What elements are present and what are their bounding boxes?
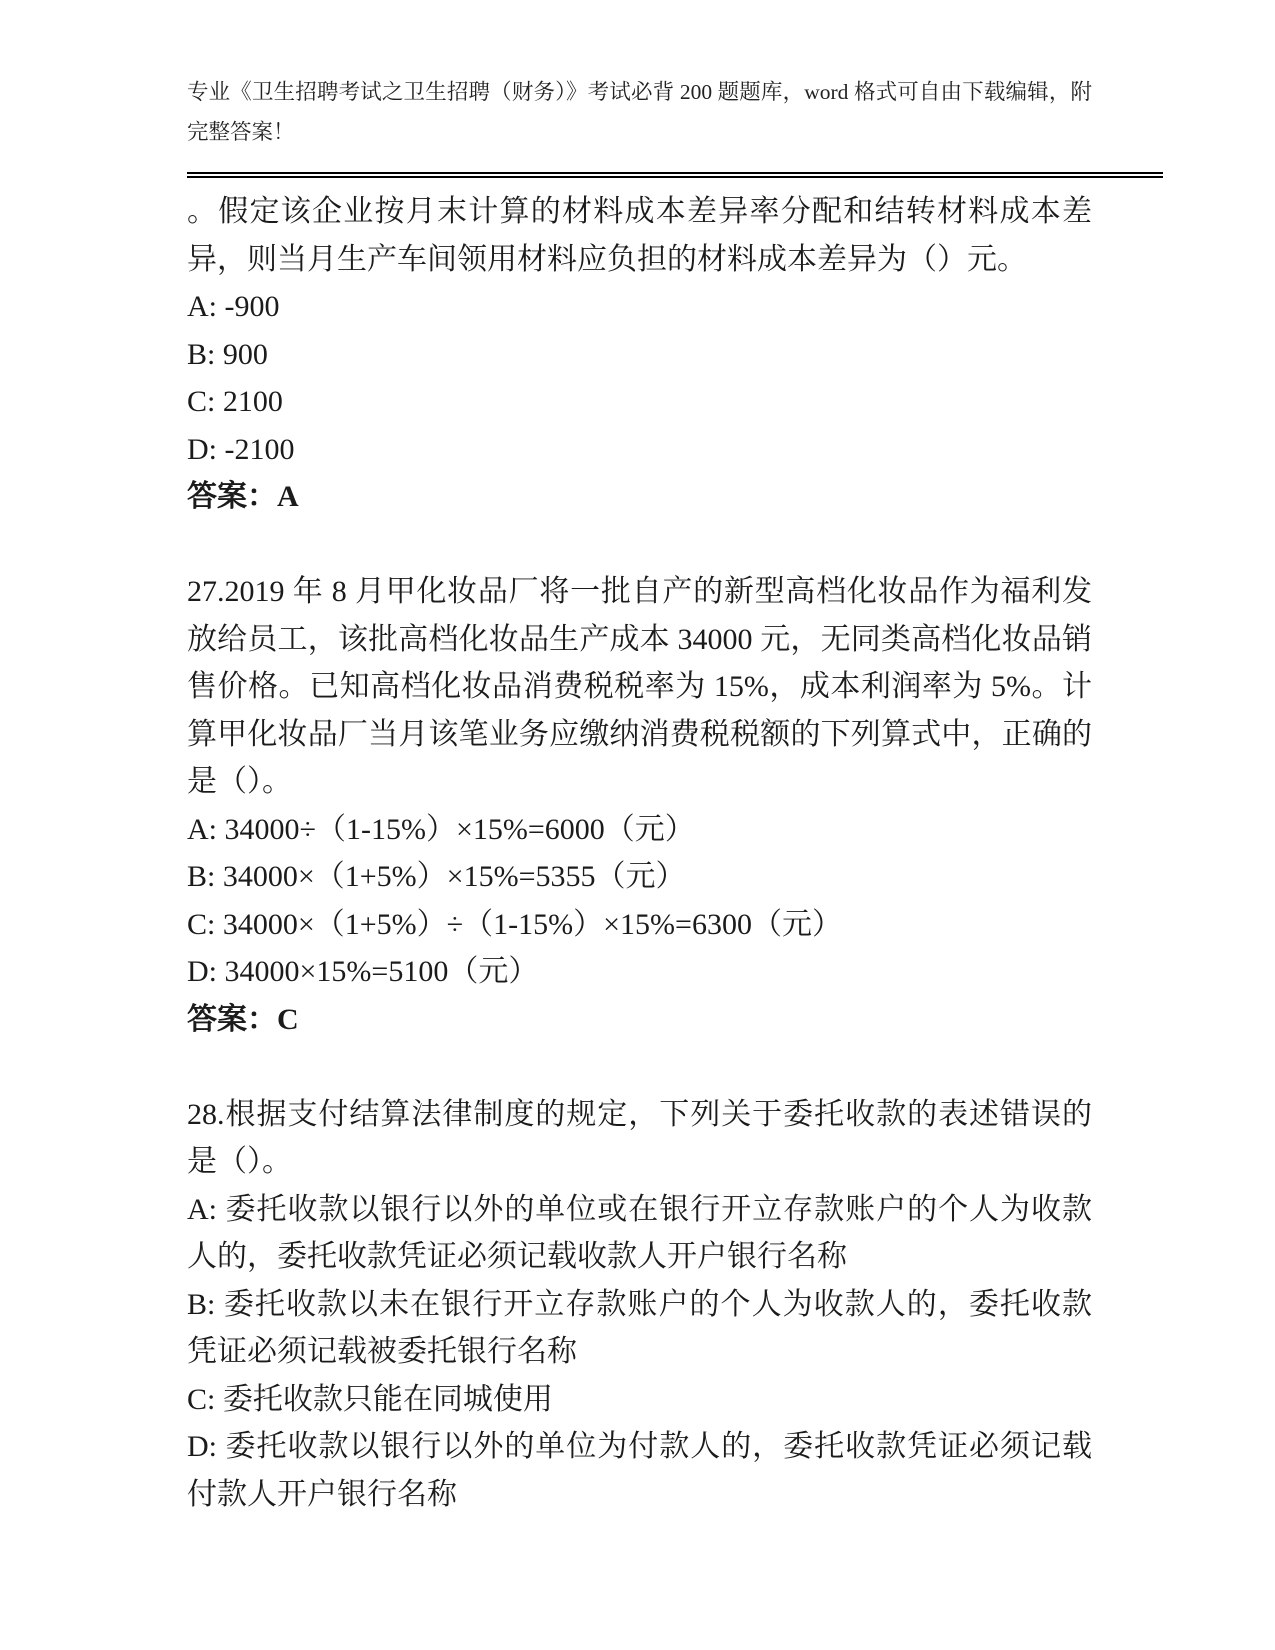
option-b: B: 900: [187, 337, 268, 371]
question-stem: 27.2019 年 8 月甲化妆品厂将一批自产的新型高档化妆品作为福利发放给员工，该批高档化妆品生产成本 34000 元，无同类高档化妆品销售价格。已知高档化妆品消费税税率为 15%，成本利润率为 5%。计算甲化妆品厂当月该笔业务应缴纳消费税税额的下列算式中，正确的是（）。: [187, 575, 1092, 798]
question-block-27: [187, 568, 1092, 1043]
question-block-28: [187, 1091, 1092, 1519]
option-b: B: 34000×（1+5%）×15%=5355（元）: [187, 860, 686, 893]
option-d: D: 34000×15%=5100（元）: [187, 955, 539, 988]
option-d: D: 委托收款以银行以外的单位为付款人的，委托收款凭证必须记载付款人开户银行名称: [187, 1430, 1092, 1511]
header-title: 专业《卫生招聘考试之卫生招聘（财务）》考试必背 200 题题库，word 格式可自由下载编辑，附完整答案！: [187, 80, 1092, 144]
answer-line: 答案：A: [187, 480, 299, 513]
option-a: A: 34000÷（1-15%）×15%=6000（元）: [187, 812, 695, 846]
option-b: B: 委托收款以未在银行开立存款账户的个人为收款人的，委托收款凭证必须记载被委托银行名称: [187, 1287, 1092, 1368]
option-d: D: -2100: [187, 432, 295, 466]
question-stem: 28.根据支付结算法律制度的规定，下列关于委托收款的表述错误的是（）。: [187, 1097, 1092, 1178]
option-a: A: 委托收款以银行以外的单位或在银行开立存款账户的个人为收款人的，委托收款凭证必须记载收款人开户银行名称: [187, 1192, 1092, 1273]
option-c: C: 34000×（1+5%）÷（1-15%）×15%=6300（元）: [187, 907, 842, 941]
question-stem: 。假定该企业按月末计算的材料成本差异率分配和结转材料成本差异，则当月生产车间领用材料应负担的材料成本差异为（）元。: [187, 195, 1092, 276]
option-c: C: 委托收款只能在同城使用: [187, 1382, 553, 1416]
option-a: A: -900: [187, 290, 280, 323]
question-block-26: [187, 188, 1092, 521]
document-body: [187, 188, 1092, 1518]
answer-line: 答案：C: [187, 1002, 299, 1036]
page-header: [187, 0, 1163, 178]
option-c: C: 2100: [187, 385, 283, 418]
